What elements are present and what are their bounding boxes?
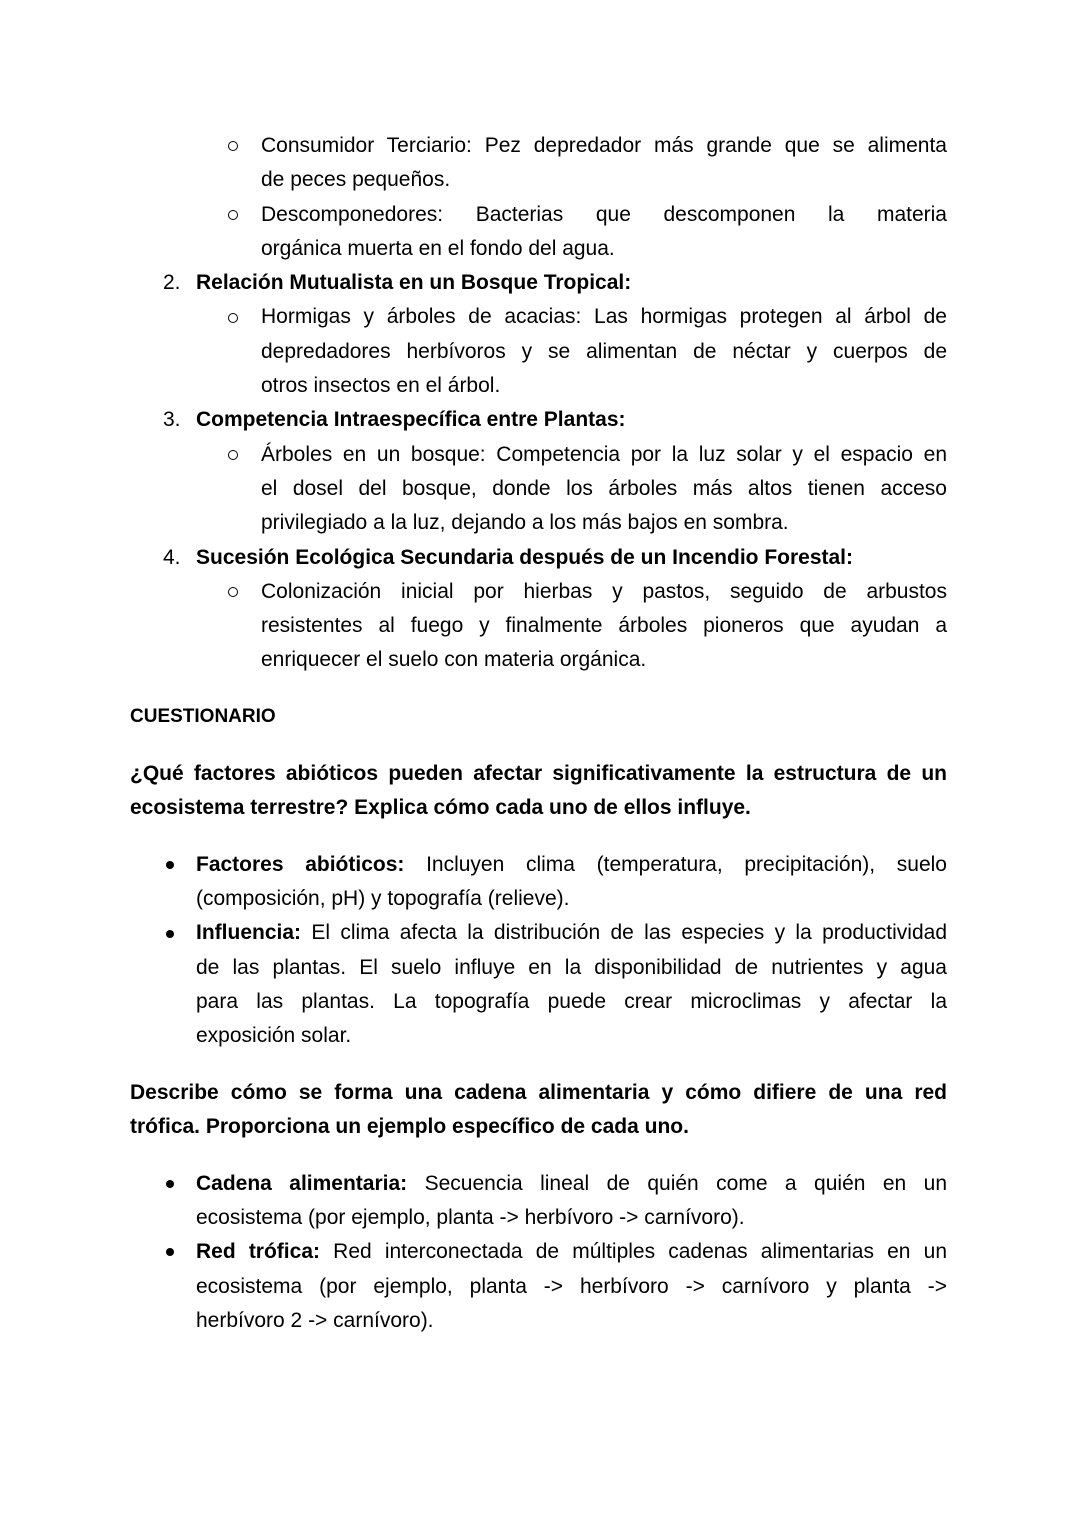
answer-label: Influencia: bbox=[196, 921, 302, 945]
answer-list bbox=[0, 848, 1080, 1054]
bullet-icon bbox=[166, 861, 174, 869]
answer-text: Incluyen clima (temperatura, precipitación), suelo bbox=[426, 852, 947, 876]
numbered-item bbox=[0, 266, 1080, 403]
answer-label: Red trófica: bbox=[196, 1240, 320, 1264]
question-line: ecosistema terrestre? Explica cómo cada uno de ellos influye. bbox=[130, 796, 751, 820]
text-line bbox=[196, 1235, 947, 1269]
sub-list-item bbox=[0, 300, 1080, 403]
bullet-icon bbox=[166, 930, 174, 938]
text-line: (composición, pH) y topografía (relieve). bbox=[196, 887, 570, 911]
text-line bbox=[196, 1167, 947, 1201]
text-line: orgánica muerta en el fondo del agua. bbox=[261, 236, 615, 260]
sub-list-item bbox=[0, 575, 1080, 678]
text-line: de las plantas. El suelo influye en la disponibilidad de nutrientes y agua bbox=[196, 955, 947, 979]
item-number: 3. bbox=[163, 408, 181, 432]
text-line: para las plantas. La topografía puede crear microclimas y afectar la bbox=[196, 989, 947, 1013]
answer-item bbox=[0, 916, 1080, 1053]
text-line bbox=[196, 848, 947, 882]
text-line: ecosistema (por ejemplo, planta -> herbívoro -> carnívoro). bbox=[196, 1206, 745, 1229]
text-line: el dosel del bosque, donde los árboles más altos tienen acceso bbox=[261, 476, 947, 500]
text-line: de peces pequeños. bbox=[261, 168, 451, 192]
text-line: Colonización inicial por hierbas y pastos, seguido de arbustos bbox=[261, 579, 947, 603]
hollow-bullet-icon bbox=[228, 210, 238, 220]
answer-label: Cadena alimentaria: bbox=[196, 1171, 408, 1195]
sub-list-item bbox=[0, 438, 1080, 541]
text-line: depredadores herbívoros y se alimentan de néctar y cuerpos de bbox=[261, 339, 947, 363]
text-line: Árboles en un bosque: Competencia por la luz solar y el espacio en bbox=[261, 442, 947, 466]
answer-text: Red interconectada de múltiples cadenas alimentarias en un bbox=[333, 1240, 947, 1264]
item-number: 4. bbox=[163, 545, 181, 569]
text-line: enriquecer el suelo con materia orgánica. bbox=[261, 648, 647, 672]
item-title: Competencia Intraespecífica entre Plantas: bbox=[196, 408, 626, 432]
bullet-icon bbox=[166, 1180, 174, 1188]
text-line: herbívoro 2 -> carnívoro). bbox=[196, 1308, 434, 1332]
section-heading: CUESTIONARIO bbox=[130, 706, 276, 728]
item-title: Relación Mutualista en un Bosque Tropical: bbox=[196, 271, 632, 295]
numbered-item bbox=[0, 403, 1080, 540]
text-line: Descomponedores: Bacterias que descomponen la materia bbox=[261, 202, 947, 226]
question-line: trófica. Proporciona un ejemplo específico de cada uno. bbox=[130, 1115, 689, 1139]
hollow-bullet-icon bbox=[228, 450, 238, 460]
text-line: exposición solar. bbox=[196, 1024, 352, 1048]
question bbox=[0, 757, 1080, 826]
item-title: Sucesión Ecológica Secundaria después de un Incendio Forestal: bbox=[196, 545, 853, 569]
answer-item bbox=[0, 1167, 1080, 1236]
item-title-line bbox=[163, 403, 947, 437]
item-title-line bbox=[163, 266, 947, 300]
text-line: resistentes al fuego y finalmente árboles pioneros que ayudan a bbox=[261, 614, 947, 638]
hollow-bullet-icon bbox=[228, 587, 238, 597]
hollow-bullet-icon bbox=[228, 141, 238, 151]
text-line: ecosistema (por ejemplo, planta -> herbívoro -> carnívoro y planta -> bbox=[196, 1274, 947, 1298]
answer-text: Secuencia lineal de quién come a quién en un bbox=[424, 1171, 947, 1195]
answer-text: El clima afecta la distribución de las especies y la productividad bbox=[311, 921, 947, 945]
question bbox=[0, 1076, 1080, 1145]
answer-item bbox=[0, 848, 1080, 917]
bullet-icon bbox=[166, 1248, 174, 1256]
question-line: Describe cómo se forma una cadena alimentaria y cómo difiere de una red bbox=[130, 1080, 947, 1104]
text-line bbox=[196, 916, 947, 950]
answer-item bbox=[0, 1235, 1080, 1338]
answer-label: Factores abióticos: bbox=[196, 852, 405, 876]
text-line: Consumidor Terciario: Pez depredador más grande que se alimenta bbox=[261, 134, 947, 157]
sub-list-item bbox=[0, 129, 1080, 198]
sub-list-item bbox=[0, 198, 1080, 267]
text-line: privilegiado a la luz, dejando a los más bajos en sombra. bbox=[261, 511, 789, 535]
text-line: Hormigas y árboles de acacias: Las hormigas protegen al árbol de bbox=[261, 305, 947, 329]
hollow-bullet-icon bbox=[228, 313, 238, 323]
numbered-item bbox=[0, 541, 1080, 678]
answer-list bbox=[0, 1167, 1080, 1338]
item-number: 2. bbox=[163, 271, 181, 295]
item-title-line bbox=[163, 541, 947, 575]
text-line: otros insectos en el árbol. bbox=[261, 374, 501, 398]
question-line: ¿Qué factores abióticos pueden afectar significativamente la estructura de un bbox=[130, 761, 947, 785]
